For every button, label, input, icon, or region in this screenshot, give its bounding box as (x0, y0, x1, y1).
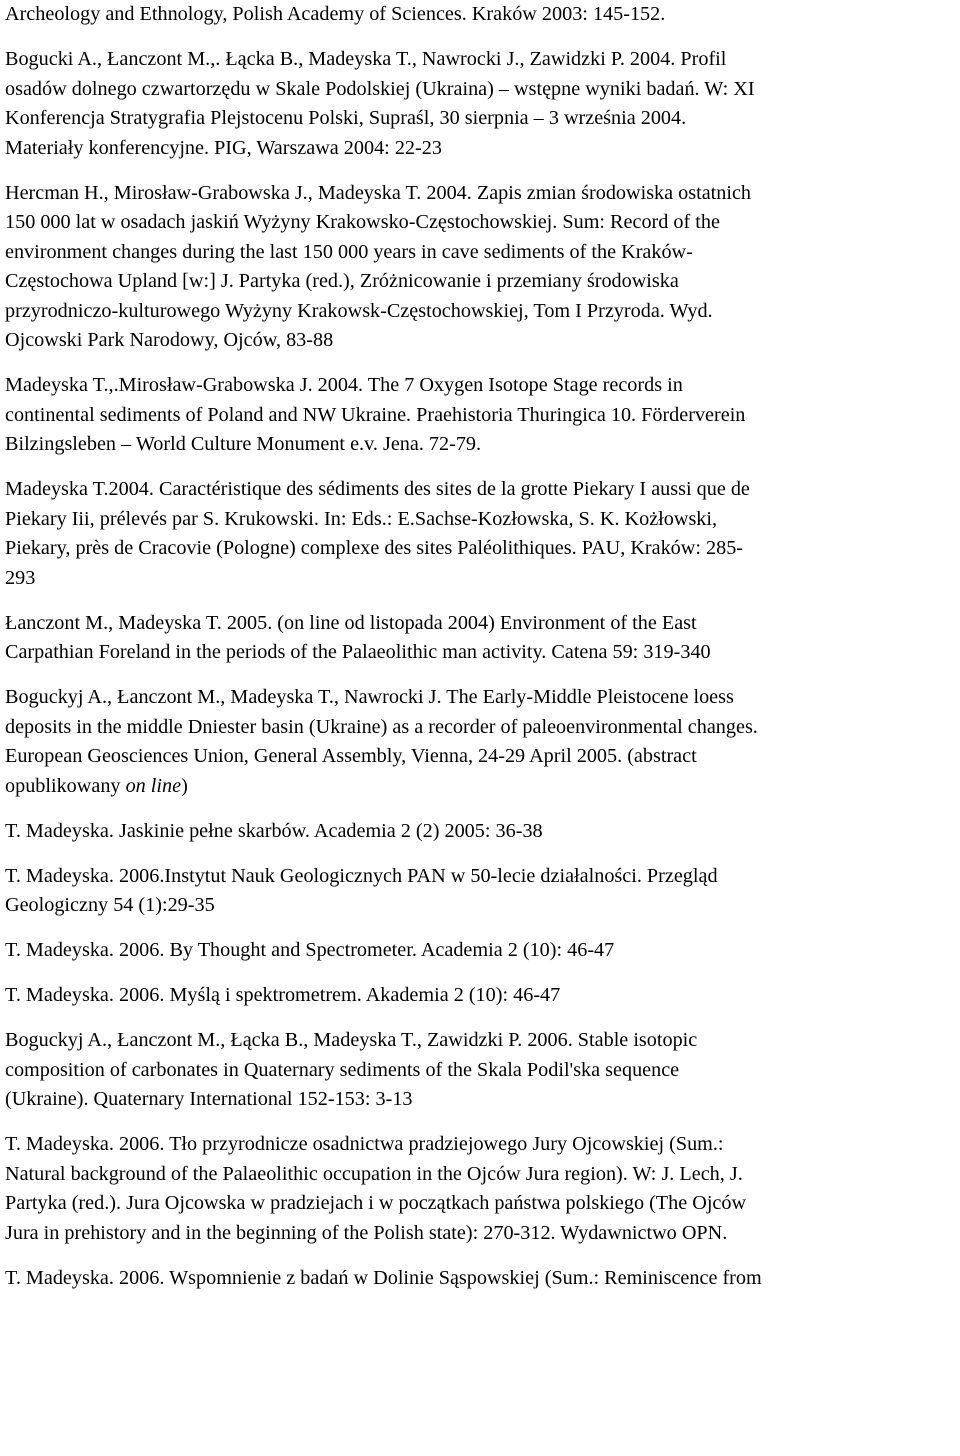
reference-line-mixed (5, 772, 955, 802)
reference-line: Archeology and Ethnology, Polish Academy of Sciences. Kraków 2003: 145-152. (5, 3, 666, 25)
reference-line: Hercman H., Mirosław-Grabowska J., Madeyska T. 2004. Zapis zmian środowiska ostatnich (5, 181, 752, 204)
reference-line: Madeyska T.,.Mirosław-Grabowska J. 2004. The 7 Oxygen Isotope Stage records in (5, 374, 683, 396)
reference-line: Piekary Iii, prélevés par S. Krukowski. In: Eds.: E.Sachse-Kozłowska, S. K. Kożłowski, (5, 507, 718, 530)
reference-entry-bogucki-2004 (5, 45, 955, 163)
reference-entry-madeyska-thought (5, 936, 955, 966)
reference-line: Częstochowa Upland [w:] J. Partyka (red.), Zróżnicowanie i przemiany środowiska (5, 270, 679, 292)
reference-entry-madeyska-instytut (5, 862, 955, 921)
reference-line: 293 (5, 566, 36, 589)
reference-line: composition of carbonates in Quaternary sediments of the Skala Podil'ska sequence (5, 1058, 680, 1081)
reference-line: T. Madeyska. 2006.Instytut Nauk Geologicznych PAN w 50-lecie działalności. Przegląd (5, 864, 718, 887)
reference-entry-boguckyj-early-middle (5, 683, 955, 801)
reference-entry-madeyska-miroslaw-2004 (5, 371, 955, 460)
reference-line: Carpathian Foreland in the periods of the Palaeolithic man activity. Catena 59: 319-340 (5, 641, 711, 663)
reference-line: Ojcowski Park Narodowy, Ojców, 83-88 (5, 329, 334, 351)
reference-list (5, 0, 955, 1309)
reference-entry-boguckyj-stable (5, 1026, 955, 1115)
reference-line-text: opublikowany (5, 774, 126, 797)
reference-entry-madeyska-wspomnienie (5, 1264, 955, 1294)
reference-line: Łanczont M., Madeyska T. 2005. (on line od listopada 2004) Environment of the East (5, 611, 697, 634)
reference-line: Piekary, près de Cracovie (Pologne) complexe des sites Paléolithiques. PAU, Kraków: 285- (5, 537, 744, 559)
reference-line: T. Madeyska. Jaskinie pełne skarbów. Academia 2 (2) 2005: 36-38 (5, 819, 543, 842)
reference-line: Bogucki A., Łanczont M.,. Łącka B., Madeyska T., Nawrocki J., Zawidzki P. 2004. Profil (5, 48, 727, 70)
reference-line: Madeyska T.2004. Caractéristique des sédiments des sites de la grotte Piekary I aussi que de (5, 478, 750, 500)
reference-line: Boguckyj A., Łanczont M., Madeyska T., Nawrocki J. The Early-Middle Pleistocene loess (5, 686, 734, 708)
reference-line: 150 000 lat w osadach jaskiń Wyżyny Krakowsko-Częstochowskiej. Sum: Record of the (5, 211, 720, 233)
reference-line: Partyka (red.). Jura Ojcowska w pradziejach i w początkach państwa polskiego (The Ojców (5, 1192, 747, 1214)
reference-line: deposits in the middle Dniester basin (Ukraine) as a recorder of paleoenvironmental changes. (5, 715, 758, 738)
reference-entry-madeyska-tlo (5, 1130, 955, 1248)
reference-entry-madeyska-jaskinie (5, 817, 955, 847)
italic-phrase: on line (125, 774, 182, 797)
reference-entry-lanczont-2005 (5, 609, 955, 668)
reference-line: environment changes during the last 150 000 years in cave sediments of the Kraków- (5, 240, 693, 263)
reference-line: T. Madeyska. 2006. Tło przyrodnicze osadnictwa pradziejowego Jury Ojcowskiej (Sum.: (5, 1133, 724, 1155)
reference-line: Bilzingsleben – World Culture Monument e.v. Jena. 72-79. (5, 433, 482, 455)
reference-line: Jura in prehistory and in the beginning of the Polish state): 270-312. Wydawnictwo OPN. (5, 1221, 728, 1244)
reference-line: continental sediments of Poland and NW Ukraine. Praehistoria Thuringica 10. Förderverein (5, 403, 746, 426)
closing-paren: ) (181, 774, 188, 797)
reference-line: Konferencja Stratygrafia Plejstocenu Polski, Supraśl, 30 sierpnia – 3 września 2004. (5, 107, 687, 129)
reference-line: (Ukraine). Quaternary International 152-153: 3-13 (5, 1088, 413, 1110)
reference-line: Materiały konferencyjne. PIG, Warszawa 2004: 22-23 (5, 136, 442, 159)
reference-entry-madeyska-mysla (5, 981, 955, 1011)
reference-entry-archeology-header (5, 0, 955, 30)
reference-entry-madeyska-2004 (5, 475, 955, 593)
reference-line: European Geosciences Union, General Assembly, Vienna, 24-29 April 2005. (abstract (5, 745, 697, 767)
reference-line: T. Madeyska. 2006. Myślą i spektrometrem. Akademia 2 (10): 46-47 (5, 984, 561, 1006)
reference-line: Geologiczny 54 (1):29-35 (5, 894, 215, 916)
reference-line: Boguckyj A., Łanczont M., Łącka B., Madeyska T., Zawidzki P. 2006. Stable isotopic (5, 1029, 698, 1051)
reference-line: T. Madeyska. 2006. By Thought and Spectrometer. Academia 2 (10): 46-47 (5, 939, 615, 961)
reference-line: Natural background of the Palaeolithic occupation in the Ojców Jura region). W: J. Lech, J. (5, 1162, 743, 1185)
reference-entry-hercman-2004 (5, 179, 955, 356)
reference-line: przyrodniczo-kulturowego Wyżyny Krakowsk-Częstochowskiej, Tom I Przyroda. Wyd. (5, 299, 713, 322)
reference-line: osadów dolnego czwartorzędu w Skale Podolskiej (Ukraina) – wstępne wyniki badań. W: XI (5, 77, 755, 100)
reference-line: T. Madeyska. 2006. Wspomnienie z badań w Dolinie Sąspowskiej (Sum.: Reminiscence from (5, 1266, 762, 1289)
